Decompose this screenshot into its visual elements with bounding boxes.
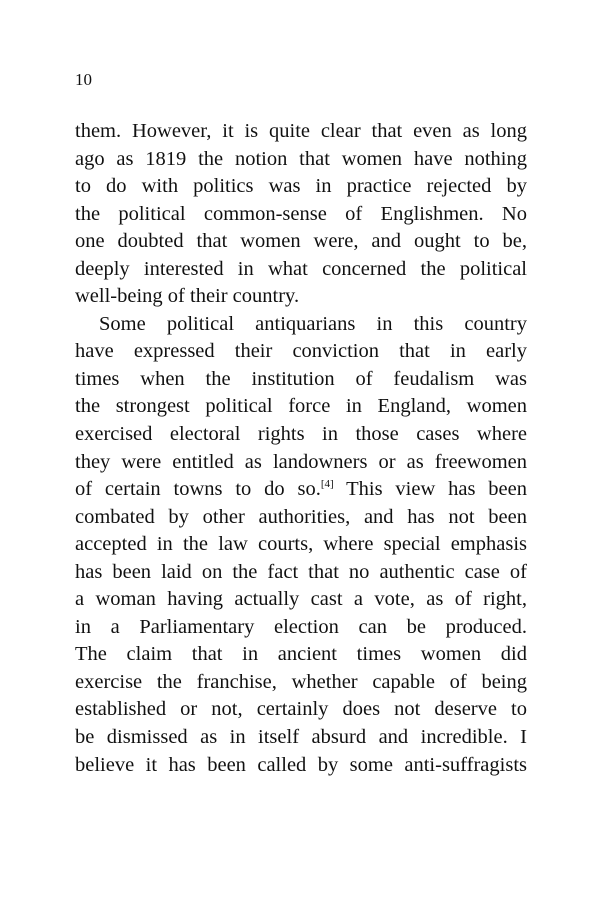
text-line: one doubted that women were, and ought to be,: [75, 230, 527, 253]
text-line: combated by other authorities, and has not been: [75, 505, 527, 528]
text-line: in a Parliamentary election can be produced.: [75, 615, 527, 638]
text-line: be dismissed as in itself absurd and incredible. I: [75, 726, 527, 749]
footnote-line-after: This view has been: [333, 478, 527, 501]
text-line: The claim that in ancient times women did: [75, 643, 527, 666]
text-line: deeply interested in what concerned the political: [75, 257, 527, 280]
footnote-reference[interactable]: [4]: [320, 478, 334, 491]
paragraph-end-line: well-being of their country.: [75, 285, 300, 308]
text-line: accepted in the law courts, where special emphasis: [75, 533, 527, 556]
text-line: times when the institution of feudalism was: [75, 367, 527, 390]
body-text: [75, 118, 527, 779]
footnote-line: [75, 476, 527, 504]
footnote-line-before: of certain towns to do so.: [75, 478, 321, 501]
text-line: the strongest political force in England, women: [75, 395, 527, 418]
text-line: to do with politics was in practice rejected by: [75, 175, 527, 198]
text-line: has been laid on the fact that no authentic case of: [75, 560, 527, 583]
text-line: the political common-sense of Englishmen. No: [75, 202, 527, 225]
paragraph-start-line: Some political antiquarians in this country: [99, 312, 527, 335]
page-number: 10: [75, 70, 92, 89]
text-line: exercise the franchise, whether capable of being: [75, 670, 527, 693]
text-line: have expressed their conviction that in early: [75, 340, 527, 363]
text-line: them. However, it is quite clear that even as long: [75, 120, 527, 142]
text-line: a woman having actually cast a vote, as of right,: [75, 588, 527, 611]
text-line: ago as 1819 the notion that women have nothing: [75, 147, 527, 170]
text-line: believe it has been called by some anti-suffragists: [75, 753, 527, 776]
text-line: established or not, certainly does not deserve to: [75, 698, 527, 721]
text-line: exercised electoral rights in those cases where: [75, 423, 527, 446]
text-line: they were entitled as landowners or as freewomen: [75, 450, 527, 473]
